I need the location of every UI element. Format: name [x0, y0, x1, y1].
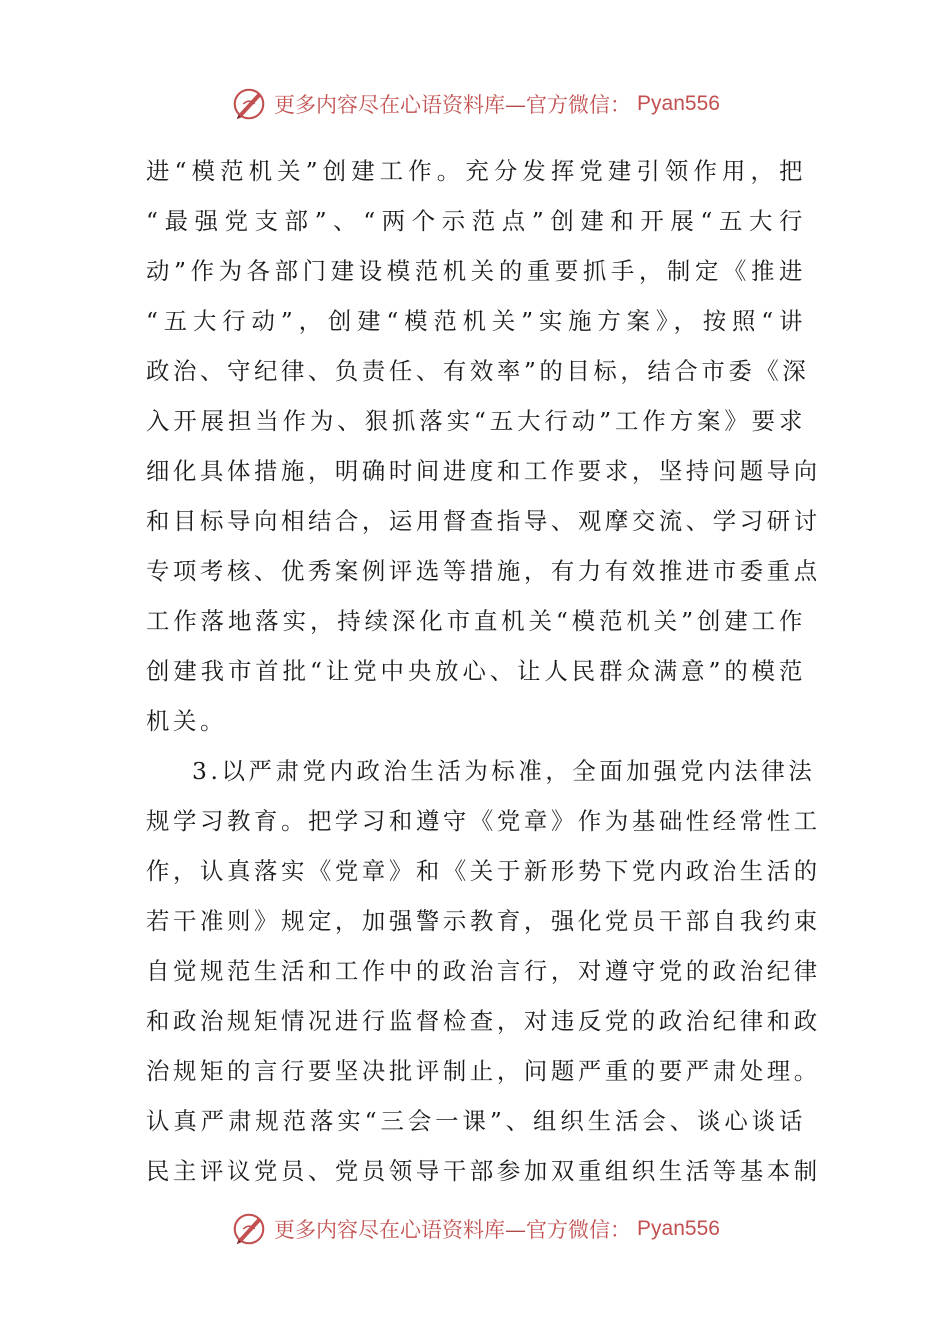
text-line: 动”作为各部门建设模范机关的重要抓手，制定《推进	[146, 257, 806, 285]
pen-logo-icon	[230, 85, 268, 123]
text-line: 规学习教育。把学习和遵守《党章》作为基础性经常性工	[146, 807, 821, 835]
text-line: 民主评议党员、党员领导干部参加双重组织生活等基本制	[146, 1157, 821, 1185]
text-line: 入开展担当作为、狠抓落实“五大行动”工作方案》要求	[146, 407, 806, 435]
footer-banner	[0, 1207, 950, 1251]
text-line: 进“模范机关”创建工作。充分发挥党建引领作用，把	[146, 157, 806, 185]
text-line: 治规矩的言行要坚决批评制止，问题严重的要严肃处理。	[146, 1057, 821, 1085]
section-heading-line: 3.以严肃党内政治生活为标准，全面加强党内法律法	[192, 757, 816, 785]
pen-logo-icon	[230, 1210, 268, 1248]
text-line: 专项考核、优秀案例评选等措施，有力有效推进市委重点	[146, 557, 821, 585]
text-line: 政治、守纪律、负责任、有效率”的目标，结合市委《深	[146, 357, 810, 385]
text-line: 工作落地落实，持续深化市直机关“模范机关”创建工作	[146, 607, 806, 635]
document-body	[146, 146, 821, 1196]
text-line: “五大行动”，创建“模范机关”实施方案》，按照“讲	[146, 307, 806, 335]
text-line: 作，认真落实《党章》和《关于新形势下党内政治生活的	[146, 857, 821, 885]
text-line: 创建我市首批“让党中央放心、让人民群众满意”的模范	[146, 657, 806, 685]
text-line: 认真严肃规范落实“三会一课”、组织生活会、谈心谈话	[146, 1107, 806, 1135]
text-line: 若干准则》规定，加强警示教育，强化党员干部自我约束	[146, 907, 821, 935]
wechat-id: Pyan556	[637, 1217, 720, 1240]
text-line: 和目标导向相结合，运用督查指导、观摩交流、学习研讨	[146, 507, 821, 535]
wechat-id: Pyan556	[637, 92, 720, 115]
text-line: 细化具体措施，明确时间进度和工作要求，坚持问题导向	[146, 457, 821, 485]
banner-text: 更多内容尽在心语资料库—官方微信：	[274, 1218, 632, 1242]
text-line: 机关。	[146, 707, 227, 735]
text-line: 和政治规矩情况进行监督检查，对违反党的政治纪律和政	[146, 1007, 821, 1035]
banner-text: 更多内容尽在心语资料库—官方微信：	[274, 93, 632, 117]
header-banner	[0, 82, 950, 126]
text-line: “最强党支部”、“两个示范点”创建和开展“五大行	[146, 207, 806, 235]
text-line: 自觉规范生活和工作中的政治言行，对遵守党的政治纪律	[146, 957, 821, 985]
